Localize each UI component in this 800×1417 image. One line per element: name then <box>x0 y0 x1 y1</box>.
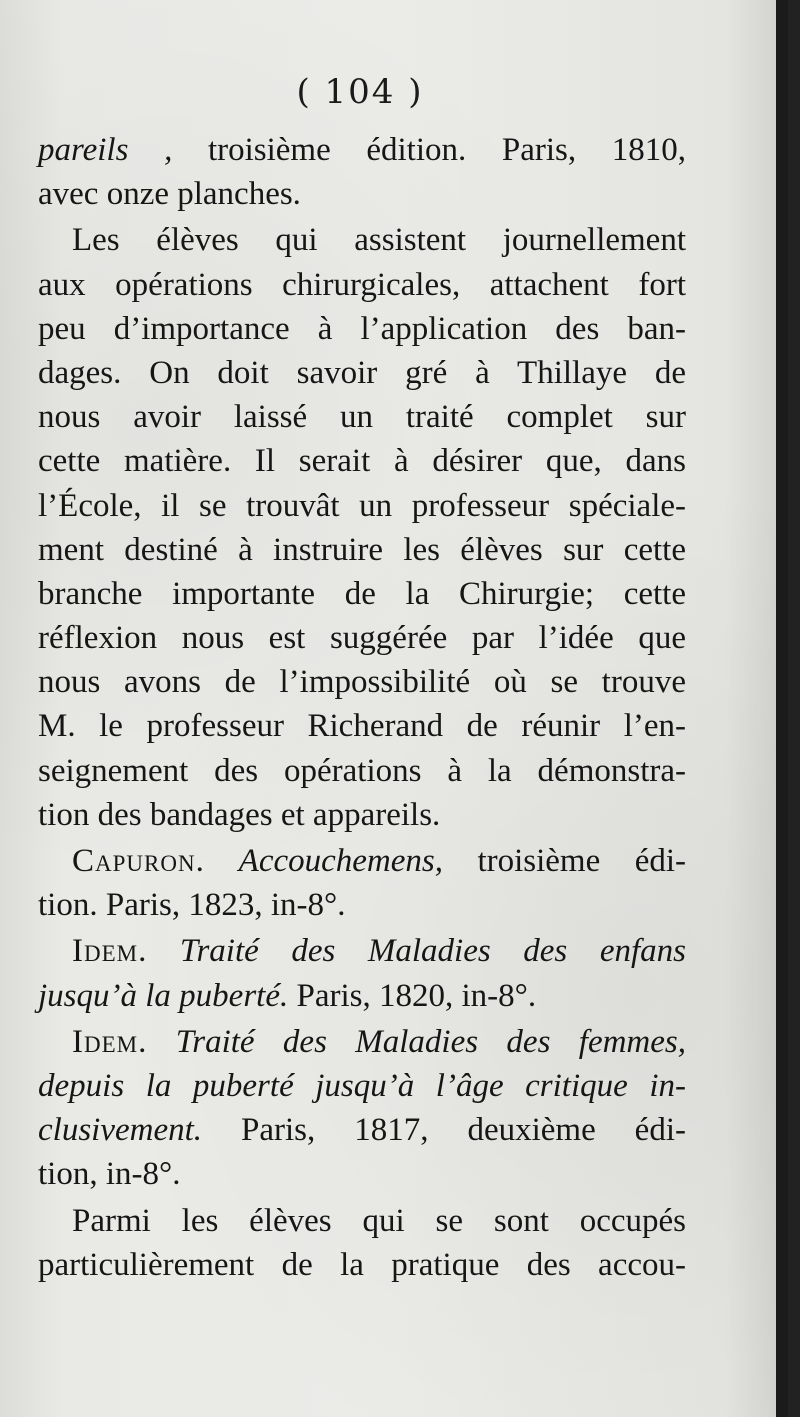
text-line-19: Idem. Traité des Maladies des enfans <box>72 933 686 970</box>
text-line-13: nous avons de l’impossibilité où se trouve <box>38 664 686 701</box>
text-line-24: tion, in-8°. <box>38 1156 181 1193</box>
page-number: ( 104 ) <box>296 72 424 112</box>
text-line-8: cette matière. Il serait à désirer que, dans <box>38 443 686 480</box>
text-line-21: Idem. Traité des Maladies des femmes, <box>72 1023 686 1060</box>
text-line-15: seignement des opérations à la démonstra- <box>38 752 686 789</box>
text-line-22: depuis la puberté jusqu’à l’âge critique in- <box>38 1067 686 1104</box>
text-line-6: dages. On doit savoir gré à Thillaye de <box>38 354 686 391</box>
text-line-5: peu d’importance à l’application des ban- <box>38 310 686 347</box>
text-line-18: tion. Paris, 1823, in-8°. <box>38 887 346 924</box>
text-line-9: l’École, il se trouvât un professeur spéciale- <box>38 487 686 524</box>
text-line-26: particulièrement de la pratique des accou- <box>38 1246 686 1283</box>
text-line-20: jusqu’à la puberté. Paris, 1820, in-8°. <box>38 977 537 1014</box>
text-line-11: branche importante de la Chirurgie; cette <box>38 575 686 612</box>
text-line-14: M. le professeur Richerand de réunir l’en- <box>38 708 686 745</box>
text-line-17: Capuron. Accouchemens, troisième édi- <box>72 843 686 879</box>
text-line-2: avec onze planches. <box>38 176 301 213</box>
text-line-10: ment destiné à instruire les élèves sur cette <box>38 531 686 568</box>
text-line-16: tion des bandages et appareils. <box>38 796 441 833</box>
text-line-4: aux opérations chirurgicales, attachent fort <box>38 266 686 303</box>
text-line-23: clusivement. Paris, 1817, deuxième édi- <box>38 1112 686 1149</box>
text-line-25: Parmi les élèves qui se sont occupés <box>72 1202 686 1239</box>
body-text <box>38 128 686 1287</box>
text-line-1: pareils , troisième édition. Paris, 1810, <box>38 132 687 168</box>
page-edge-shadow <box>776 0 788 1417</box>
text-line-3: Les élèves qui assistent journellement <box>72 222 686 259</box>
text-line-12: réflexion nous est suggérée par l’idée que <box>38 620 686 657</box>
text-line-7: nous avoir laissé un traité complet sur <box>38 399 686 436</box>
